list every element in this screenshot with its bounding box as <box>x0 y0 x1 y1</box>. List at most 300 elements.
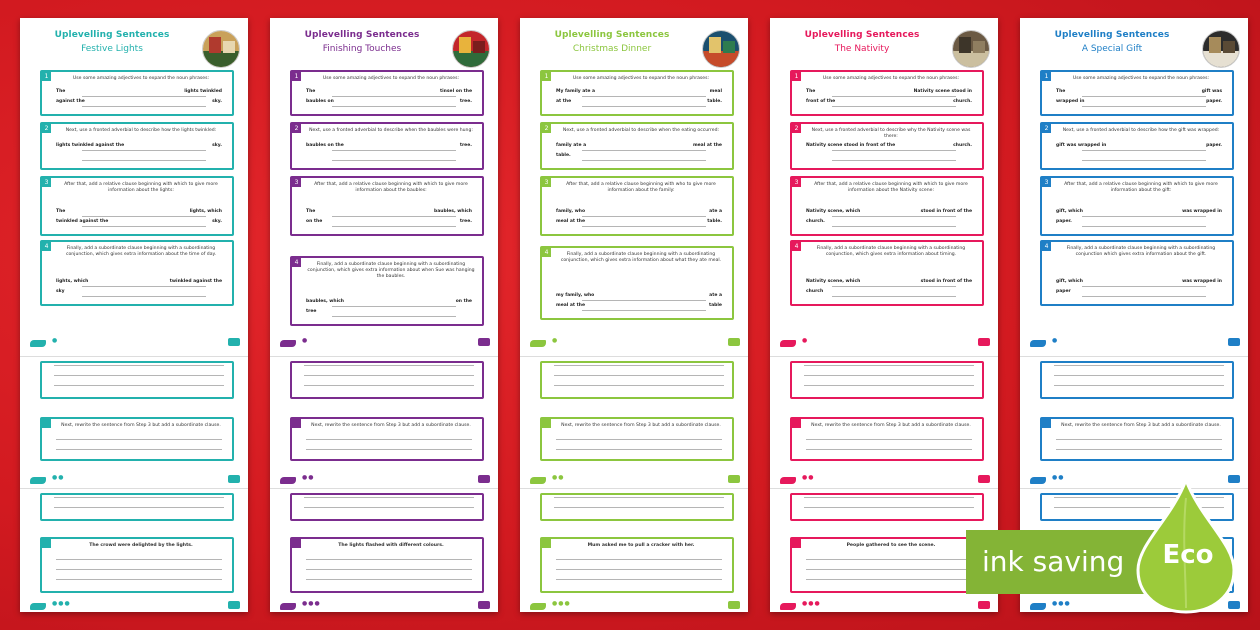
answer-line[interactable] <box>306 439 472 440</box>
twinkl-badge-icon <box>228 475 240 483</box>
answer-line[interactable] <box>582 160 706 161</box>
answer-prompt-word: lights twinkled against the <box>56 143 125 148</box>
answer-prompt-word: stood in front of the <box>920 279 972 284</box>
worksheet-section-page-2 <box>270 356 498 486</box>
answer-prompt-word: wrapped in <box>1056 99 1085 104</box>
answer-prompt-word: sky <box>56 289 65 294</box>
answer-prompt-word: table. <box>556 153 571 158</box>
answer-prompt-word: baubles, which <box>306 299 345 304</box>
difficulty-dots-icon: ●● <box>552 474 565 481</box>
answer-prompt-word: on the <box>306 219 323 224</box>
step-instruction: Finally, add a subordinate clause beginning with a subordinating conjunction, which gives extra information about what they ate meal. <box>560 252 722 263</box>
worksheet-section-page-1 <box>770 18 998 354</box>
step-box <box>790 493 984 521</box>
answer-line[interactable] <box>82 96 206 97</box>
step-box <box>790 240 984 306</box>
answer-prompt-word: tree. <box>459 99 472 104</box>
answer-line[interactable] <box>1082 106 1206 107</box>
photo-thumbnail <box>703 31 740 68</box>
answer-line[interactable] <box>1082 160 1206 161</box>
answer-prompt-word: front of the <box>806 99 836 104</box>
difficulty-dots-icon: ●● <box>1052 474 1065 481</box>
difficulty-dots-icon: ● <box>52 337 59 344</box>
step-instruction: Next, rewrite the sentence from Step 3 but add a subordinate clause. <box>811 423 971 428</box>
answer-prompt-word: The <box>306 89 316 94</box>
answer-prompt-word: baubles on the <box>306 143 344 148</box>
difficulty-dots-icon: ● <box>552 337 559 344</box>
step-instruction: After that, add a relative clause beginning with which to give more information about the lights: <box>64 182 218 193</box>
twinkl-badge-icon <box>228 601 240 609</box>
step-box <box>1040 176 1234 236</box>
answer-prompt-word: Nativity scene, which <box>806 209 861 214</box>
step-box <box>790 176 984 236</box>
twinkl-badge-icon <box>728 475 740 483</box>
answer-prompt-word: meal <box>709 89 722 94</box>
answer-prompt-word: meal at the <box>556 303 586 308</box>
step-instruction: After that, add a relative clause beginning with which to give more information about the Nativity scene: <box>814 182 968 193</box>
answer-line[interactable] <box>332 96 456 97</box>
answer-line[interactable] <box>82 160 206 161</box>
answer-line[interactable] <box>82 286 206 287</box>
answer-prompt-word: gift was <box>1201 89 1222 94</box>
answer-line[interactable] <box>556 569 722 570</box>
answer-line[interactable] <box>82 216 206 217</box>
answer-prompt-word: on the <box>455 299 472 304</box>
answer-prompt-word: stood in front of the <box>920 209 972 214</box>
worksheet-subtitle: Festive Lights <box>81 44 143 54</box>
answer-line[interactable] <box>332 216 456 217</box>
worksheet-section-page-2 <box>770 356 998 486</box>
answer-line[interactable] <box>56 579 222 580</box>
worksheet-subtitle: Finishing Touches <box>322 44 402 54</box>
worksheet-section-page-1 <box>20 18 248 354</box>
step-sentence: Mum asked me to pull a cracker with her. <box>587 543 695 548</box>
worksheet-section-page-3 <box>20 488 248 612</box>
step-number <box>792 419 801 428</box>
twinkl-logo-icon <box>1030 477 1046 484</box>
step-instruction: Next, use a fronted adverbial to describe when the baubles were hung: <box>309 128 473 133</box>
step-number: 4 <box>1042 242 1051 251</box>
step-number: 2 <box>792 124 801 133</box>
step-number: 3 <box>1042 178 1051 187</box>
worksheet-section-page-2 <box>1020 356 1248 486</box>
answer-line[interactable] <box>832 216 956 217</box>
answer-line[interactable] <box>556 559 722 560</box>
answer-prompt-word: was wrapped in <box>1182 209 1222 214</box>
step-box <box>790 70 984 116</box>
eco-label: Eco <box>1162 540 1214 570</box>
answer-prompt-word: lights, which <box>56 279 89 284</box>
step-number: 3 <box>792 178 801 187</box>
step-instruction: Next, use a fronted adverbial to describe how the gift was wrapped: <box>1062 128 1220 133</box>
answer-line[interactable] <box>56 439 222 440</box>
step-number: 3 <box>42 178 51 187</box>
twinkl-logo-icon <box>280 603 296 610</box>
worksheet-photo <box>702 30 740 68</box>
step-number <box>1042 419 1051 428</box>
difficulty-dots-icon: ●● <box>802 474 815 481</box>
answer-prompt-word: lights twinkled <box>184 89 222 94</box>
answer-line[interactable] <box>832 160 956 161</box>
step-box <box>540 122 734 170</box>
answer-prompt-word: table <box>708 303 722 308</box>
twinkl-badge-icon <box>478 338 490 346</box>
answer-prompt-word: family, who <box>556 209 586 214</box>
worksheet-title: Uplevelling Sentences <box>54 30 170 40</box>
worksheet-title: Uplevelling Sentences <box>804 30 920 40</box>
twinkl-logo-icon <box>530 340 546 347</box>
step-number: 1 <box>42 72 51 81</box>
twinkl-logo-icon <box>780 477 796 484</box>
answer-prompt-word: at the <box>556 99 572 104</box>
step-box <box>290 70 484 116</box>
step-number: 4 <box>792 242 801 251</box>
answer-prompt-word: meal at the <box>692 143 722 148</box>
answer-prompt-word: The <box>306 209 316 214</box>
answer-line[interactable] <box>332 160 456 161</box>
twinkl-logo-icon <box>530 603 546 610</box>
answer-prompt-word: tinsel on the <box>439 89 472 94</box>
step-number: 2 <box>42 124 51 133</box>
step-number: 2 <box>292 124 301 133</box>
step-instruction: Next, rewrite the sentence from Step 3 but add a subordinate clause. <box>561 423 721 428</box>
answer-prompt-word: sky. <box>212 99 222 104</box>
step-box <box>540 176 734 236</box>
step-box <box>40 122 234 170</box>
twinkl-logo-icon <box>30 603 46 610</box>
twinkl-logo-icon <box>30 340 46 347</box>
twinkl-badge-icon <box>978 601 990 609</box>
answer-prompt-word: The <box>56 89 66 94</box>
answer-line[interactable] <box>1082 296 1206 297</box>
answer-line[interactable] <box>1056 439 1222 440</box>
step-box <box>540 361 734 399</box>
answer-prompt-word: paper. <box>1056 219 1072 224</box>
twinkl-logo-icon <box>280 477 296 484</box>
step-box <box>40 176 234 236</box>
step-instruction: Finally, add a subordinate clause beginning with a subordinating conjunction, which gives extra information about when Sue was hanging the baubles. <box>307 262 475 279</box>
worksheet-section-page-3 <box>270 488 498 612</box>
answer-line[interactable] <box>582 106 706 107</box>
step-box <box>290 537 484 593</box>
answer-line[interactable] <box>306 559 472 560</box>
answer-line[interactable] <box>82 150 206 151</box>
answer-line[interactable] <box>556 449 722 450</box>
step-box <box>40 537 234 593</box>
answer-line[interactable] <box>1082 96 1206 97</box>
worksheet-preview-row <box>18 18 1246 612</box>
step-instruction: Use some amazing adjectives to expand the noun phrases: <box>72 76 210 81</box>
answer-prompt-word: paper <box>1056 289 1071 294</box>
worksheet-page <box>270 18 498 612</box>
step-box <box>1040 240 1234 306</box>
step-number <box>542 419 551 428</box>
answer-line[interactable] <box>806 559 972 560</box>
answer-prompt-word: table. <box>707 99 722 104</box>
answer-line[interactable] <box>582 300 706 301</box>
difficulty-dots-icon: ●● <box>302 474 315 481</box>
answer-line[interactable] <box>306 579 472 580</box>
step-instruction: After that, add a relative clause beginning with which to give more information about the baubles: <box>314 182 468 193</box>
step-instruction: Next, use a fronted adverbial to describe why the Nativity scene was there: <box>811 128 971 139</box>
twinkl-badge-icon <box>478 601 490 609</box>
answer-line[interactable] <box>332 150 456 151</box>
step-box <box>790 417 984 461</box>
twinkl-badge-icon <box>1228 338 1240 346</box>
answer-prompt-word: gift, which <box>1056 209 1083 214</box>
answer-line[interactable] <box>556 579 722 580</box>
step-box <box>290 417 484 461</box>
answer-line[interactable] <box>832 96 956 97</box>
step-instruction: Next, use a fronted adverbial to describe when the eating occurred: <box>562 128 720 133</box>
worksheet-section-page-3 <box>520 488 748 612</box>
step-number <box>42 419 51 428</box>
step-instruction: Use some amazing adjectives to expand the noun phrases: <box>322 76 460 81</box>
answer-prompt-word: was wrapped in <box>1182 279 1222 284</box>
step-number: 3 <box>542 178 551 187</box>
answer-line[interactable] <box>332 226 456 227</box>
answer-prompt-word: lights, which <box>189 209 222 214</box>
worksheet-subtitle: The Nativity <box>834 44 890 54</box>
step-box <box>40 361 234 399</box>
worksheet-section-page-1 <box>1020 18 1248 354</box>
worksheet-photo <box>202 30 240 68</box>
step-box <box>290 256 484 326</box>
difficulty-dots-icon: ●●● <box>802 600 821 607</box>
twinkl-logo-icon <box>1030 340 1046 347</box>
step-box <box>290 493 484 521</box>
step-instruction: Use some amazing adjectives to expand the noun phrases: <box>572 76 710 81</box>
step-instruction: Next, rewrite the sentence from Step 3 but add a subordinate clause. <box>311 423 471 428</box>
worksheet-subtitle: Christmas Dinner <box>572 44 652 54</box>
answer-prompt-word: sky. <box>212 143 222 148</box>
worksheet-section-page-2 <box>20 356 248 486</box>
twinkl-badge-icon <box>978 475 990 483</box>
twinkl-logo-icon <box>30 477 46 484</box>
step-box <box>1040 70 1234 116</box>
step-number <box>292 419 301 428</box>
answer-line[interactable] <box>1082 286 1206 287</box>
answer-prompt-word: twinkled against the <box>56 219 109 224</box>
answer-prompt-word: meal at the <box>556 219 586 224</box>
step-instruction: Finally, add a subordinate clause beginning with a subordinating conjunction which gives extra information about the gift. <box>1066 246 1216 257</box>
twinkl-logo-icon <box>530 477 546 484</box>
step-instruction: Finally, add a subordinate clause beginning with a subordinating conjunction, which gives extra information about the time of day. <box>65 246 217 257</box>
step-box <box>290 122 484 170</box>
step-number: 4 <box>542 248 551 257</box>
answer-prompt-word: tree. <box>459 143 472 148</box>
answer-line[interactable] <box>1082 216 1206 217</box>
answer-line[interactable] <box>56 569 222 570</box>
step-instruction: Finally, add a subordinate clause beginning with a subordinating conjunction, which gives extra information about timing. <box>816 246 966 257</box>
step-number: 1 <box>542 72 551 81</box>
worksheet-photo <box>1202 30 1240 68</box>
step-number <box>42 539 51 548</box>
worksheet-page <box>20 18 248 612</box>
twinkl-badge-icon <box>478 475 490 483</box>
step-box <box>290 176 484 236</box>
answer-line[interactable] <box>806 449 972 450</box>
step-number <box>292 539 301 548</box>
answer-prompt-word: The <box>1056 89 1066 94</box>
step-number: 1 <box>292 72 301 81</box>
answer-line[interactable] <box>832 150 956 151</box>
step-instruction: Use some amazing adjectives to expand the noun phrases: <box>1072 76 1210 81</box>
answer-line[interactable] <box>332 306 456 307</box>
step-number: 4 <box>292 258 301 267</box>
step-box <box>540 537 734 593</box>
difficulty-dots-icon: ●●● <box>1052 600 1071 607</box>
step-number: 2 <box>1042 124 1051 133</box>
step-number <box>792 539 801 548</box>
answer-prompt-word: baubles on <box>306 99 334 104</box>
answer-line[interactable] <box>82 296 206 297</box>
answer-prompt-word: church. <box>806 219 825 224</box>
answer-prompt-word: paper. <box>1206 99 1222 104</box>
answer-prompt-word: church. <box>953 143 972 148</box>
answer-line[interactable] <box>1082 150 1206 151</box>
step-instruction: After that, add a relative clause beginning with which to give more information about the gift: <box>1064 182 1218 193</box>
answer-line[interactable] <box>582 216 706 217</box>
photo-thumbnail <box>453 31 490 68</box>
step-box <box>540 70 734 116</box>
answer-prompt-word: My family ate a <box>556 89 596 94</box>
worksheet-subtitle: A Special Gift <box>1081 44 1143 54</box>
answer-line[interactable] <box>56 559 222 560</box>
worksheet-photo <box>952 30 990 68</box>
step-number: 1 <box>792 72 801 81</box>
twinkl-logo-icon <box>780 340 796 347</box>
step-number <box>542 539 551 548</box>
difficulty-dots-icon: ● <box>802 337 809 344</box>
answer-line[interactable] <box>56 449 222 450</box>
answer-line[interactable] <box>582 226 706 227</box>
answer-line[interactable] <box>556 439 722 440</box>
step-number: 4 <box>42 242 51 251</box>
answer-prompt-word: sky. <box>212 219 222 224</box>
step-box <box>790 122 984 170</box>
worksheet-title: Uplevelling Sentences <box>304 30 420 40</box>
twinkl-logo-icon <box>280 340 296 347</box>
answer-prompt-word: tree. <box>459 219 472 224</box>
step-box <box>540 417 734 461</box>
difficulty-dots-icon: ●●● <box>52 600 71 607</box>
twinkl-badge-icon <box>228 338 240 346</box>
answer-line[interactable] <box>806 439 972 440</box>
step-number: 1 <box>1042 72 1051 81</box>
photo-thumbnail <box>1203 31 1240 68</box>
answer-line[interactable] <box>582 150 706 151</box>
answer-line[interactable] <box>806 579 972 580</box>
answer-line[interactable] <box>582 310 706 311</box>
answer-prompt-word: paper. <box>1206 143 1222 148</box>
difficulty-dots-icon: ● <box>1052 337 1059 344</box>
step-instruction: Next, rewrite the sentence from Step 3 but add a subordinate clause. <box>1061 423 1221 428</box>
answer-prompt-word: twinkled against the <box>169 279 222 284</box>
photo-thumbnail <box>953 31 990 68</box>
worksheet-section-page-2 <box>520 356 748 486</box>
twinkl-logo-icon <box>1030 603 1046 610</box>
step-sentence: The crowd were delighted by the lights. <box>89 543 193 548</box>
step-instruction: Next, rewrite the sentence from Step 3 but add a subordinate clause. <box>61 423 221 428</box>
answer-line[interactable] <box>1082 226 1206 227</box>
twinkl-badge-icon <box>728 338 740 346</box>
photo-thumbnail <box>203 31 240 68</box>
step-box <box>40 240 234 306</box>
worksheet-page <box>770 18 998 612</box>
answer-prompt-word: gift, which <box>1056 279 1083 284</box>
answer-prompt-word: my family, who <box>556 293 595 298</box>
answer-line[interactable] <box>306 449 472 450</box>
answer-prompt-word: Nativity scene, which <box>806 279 861 284</box>
step-box <box>1040 122 1234 170</box>
answer-prompt-word: table. <box>707 219 722 224</box>
answer-line[interactable] <box>832 106 956 107</box>
twinkl-logo-icon <box>780 603 796 610</box>
step-box <box>540 493 734 521</box>
answer-prompt-word: church <box>806 289 824 294</box>
worksheet-page <box>520 18 748 612</box>
answer-prompt-word: The <box>806 89 816 94</box>
ink-saving-label: ink saving <box>982 545 1125 578</box>
worksheet-section-page-1 <box>270 18 498 354</box>
difficulty-dots-icon: ●● <box>52 474 65 481</box>
answer-prompt-word: ate a <box>709 293 722 298</box>
step-box <box>790 361 984 399</box>
answer-prompt-word: tree <box>306 309 317 314</box>
difficulty-dots-icon: ●●● <box>302 600 321 607</box>
answer-line[interactable] <box>582 96 706 97</box>
answer-line[interactable] <box>306 569 472 570</box>
step-sentence: The lights flashed with different colours. <box>338 543 444 548</box>
answer-line[interactable] <box>332 106 456 107</box>
difficulty-dots-icon: ● <box>302 337 309 344</box>
step-box <box>1040 417 1234 461</box>
worksheet-title: Uplevelling Sentences <box>554 30 670 40</box>
worksheet-section-page-3 <box>770 488 998 612</box>
step-box <box>40 417 234 461</box>
step-box <box>540 246 734 320</box>
answer-line[interactable] <box>332 316 456 317</box>
answer-prompt-word: family ate a <box>556 143 587 148</box>
answer-prompt-word: against the <box>56 99 85 104</box>
step-instruction: Use some amazing adjectives to expand the noun phrases: <box>822 76 960 81</box>
step-sentence: People gathered to see the scene. <box>846 543 936 548</box>
step-box <box>1040 361 1234 399</box>
step-instruction: After that, add a relative clause beginning with who to give more information about the family: <box>566 182 716 193</box>
answer-line[interactable] <box>806 569 972 570</box>
step-box <box>290 361 484 399</box>
answer-line[interactable] <box>832 226 956 227</box>
step-box <box>40 70 234 116</box>
answer-prompt-word: Nativity scene stood in <box>913 89 972 94</box>
answer-line[interactable] <box>82 226 206 227</box>
answer-line[interactable] <box>82 106 206 107</box>
step-box <box>790 537 984 593</box>
worksheet-section-page-1 <box>520 18 748 354</box>
answer-prompt-word: gift was wrapped in <box>1056 143 1107 148</box>
step-box <box>40 493 234 521</box>
twinkl-badge-icon <box>728 601 740 609</box>
difficulty-dots-icon: ●●● <box>552 600 571 607</box>
twinkl-badge-icon <box>978 338 990 346</box>
answer-line[interactable] <box>832 296 956 297</box>
worksheet-photo <box>452 30 490 68</box>
answer-prompt-word: The <box>56 209 66 214</box>
answer-line[interactable] <box>1056 449 1222 450</box>
answer-line[interactable] <box>832 286 956 287</box>
step-instruction: Next, use a fronted adverbial to describe how the lights twinkled: <box>65 128 217 133</box>
